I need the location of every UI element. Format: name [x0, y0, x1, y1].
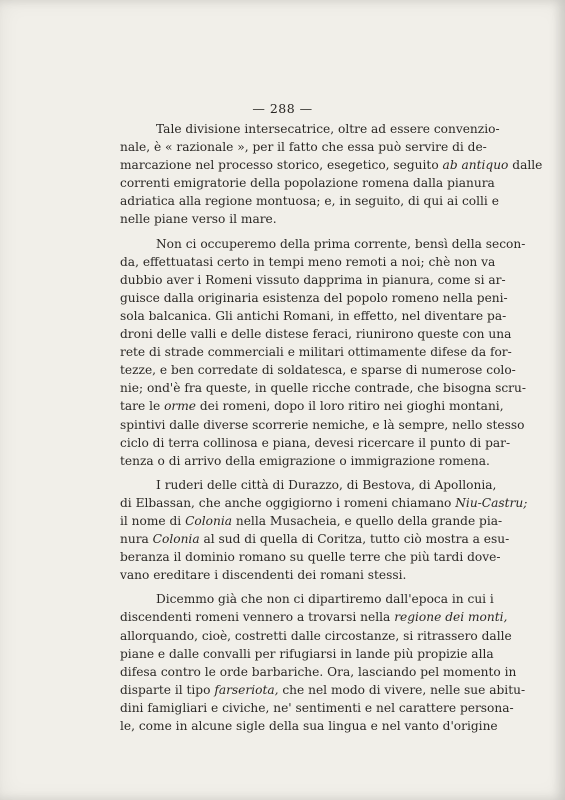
text-line: [120, 548, 501, 566]
text-line: [120, 192, 499, 210]
text-segment: sola balcanica. Gli antichi Romani, in effetto, nel diventare pa-: [120, 308, 507, 323]
text-line: [120, 645, 494, 663]
text-line: [120, 494, 528, 512]
text-line: [120, 717, 498, 735]
text-segment: nura: [120, 532, 153, 547]
text-segment: rete di strade commerciali e militari ottimamente difese da for-: [120, 345, 512, 360]
italic-text: Colonia: [152, 532, 200, 547]
text-line: [120, 120, 500, 138]
text-segment: Tale divisione intersecatrice, oltre ad essere convenzio-: [156, 122, 500, 136]
text-line: [120, 174, 495, 192]
text-segment: nale, è « razionale », per il fatto che essa può servire di de-: [120, 140, 487, 155]
text-line: [120, 608, 508, 626]
paragraph: [120, 235, 526, 470]
text-segment: nie; ond'è fra queste, in quelle ricche contrade, che bisogna scru-: [120, 381, 526, 396]
text-line: [120, 361, 516, 379]
text-line: [120, 156, 543, 174]
text-line: [120, 452, 490, 470]
text-segment: Non ci occuperemo della prima corrente, bensì della secon-: [156, 236, 526, 251]
text-line: [120, 271, 506, 289]
italic-text: regione dei monti,: [394, 610, 508, 625]
text-line: [120, 379, 526, 397]
text-segment: correnti emigratorie della popolazione romena dalla pianura: [120, 176, 495, 191]
text-segment: Dicemmo già che non ci dipartiremo dall'epoca in cui i: [156, 592, 494, 607]
text-segment: guisce dalla originaria esistenza del popolo romeno nella peni-: [120, 290, 508, 305]
text-segment: spintivi dalle diverse scorrerie nemiche, e là sempre, nello stesso: [120, 417, 525, 432]
text-segment: di Elbassan, che anche oggigiorno i romeni chiamano: [120, 495, 456, 510]
text-line: [120, 343, 512, 361]
text-segment: difesa contro le orde barbariche. Ora, lasciando pel momento in: [120, 664, 517, 679]
text-segment: le, come in alcune sigle della sua lingua e nel vanto d'origine: [120, 719, 498, 733]
text-segment: dei romeni, dopo il loro ritiro nei gioghi montani,: [196, 399, 504, 414]
text-segment: tenza o di arrivo della emigrazione o immigrazione romena.: [120, 453, 490, 468]
italic-text: farseriota,: [214, 682, 279, 697]
text-line: [120, 476, 497, 494]
text-segment: adriatica alla regione montuosa; e, in seguito, di qui ai colli e: [120, 194, 499, 209]
text-segment: dalle: [508, 158, 543, 173]
paragraph: [120, 120, 543, 229]
text-line: [120, 416, 525, 434]
italic-text: Colonia: [185, 513, 232, 528]
text-line: [120, 289, 508, 307]
text-line: [120, 235, 526, 253]
text-line: [120, 397, 504, 415]
italic-text: Niu-Castru;: [455, 495, 528, 510]
text-line: [120, 253, 496, 271]
paragraph: [120, 590, 526, 735]
paragraph: [120, 476, 528, 585]
italic-text: ab antiquo: [442, 158, 509, 173]
page-number: — 288 —: [252, 101, 313, 116]
text-segment: beranza il dominio romano su quelle terre che più tardi dove-: [120, 550, 501, 565]
text-segment: nella Musacheia, e quello della grande pia-: [232, 513, 503, 528]
italic-text: orme: [164, 399, 196, 414]
text-segment: da, effettuatasi certo in tempi meno remoti a noi; chè non va: [120, 254, 496, 269]
text-line: [120, 663, 517, 681]
text-segment: I ruderi delle città di Durazzo, di Bestova, di Apollonia,: [156, 477, 497, 492]
text-segment: dubbio aver i Romeni vissuto dapprima in pianura, come si ar-: [120, 272, 506, 287]
text-line: [120, 590, 494, 608]
text-segment: piane e dalle convalli per rifugiarsi in lande più propizie alla: [120, 646, 494, 661]
text-segment: nelle piane verso il mare.: [120, 212, 277, 227]
text-line: [120, 307, 507, 325]
text-segment: vano ereditare i discendenti dei romani stessi.: [120, 568, 407, 583]
text-segment: che nel modo di vivere, nelle sue abitu-: [278, 682, 526, 697]
text-line: [120, 530, 510, 548]
text-line: [120, 138, 487, 156]
text-line: [120, 627, 512, 645]
text-line: [120, 434, 511, 452]
text-line: [120, 566, 460, 584]
text-segment: il nome di: [120, 513, 186, 528]
text-segment: ciclo di terra collinosa e piana, devesi ricercare il punto di par-: [120, 435, 511, 450]
text-line: [120, 512, 503, 530]
text-segment: tare le: [120, 399, 165, 414]
text-segment: tezze, e ben corredate di soldatesca, e sparse di numerose colo-: [120, 363, 516, 378]
text-segment: marcazione nel processo storico, esegetico, seguito: [120, 158, 443, 173]
text-segment: dini famigliari e civiche, ne' sentimenti e nel carattere persona-: [120, 700, 514, 715]
body-text: [120, 120, 543, 735]
text-line: [120, 699, 514, 717]
text-line: [120, 681, 526, 699]
text-segment: discendenti romeni vennero a trovarsi nella: [120, 610, 395, 625]
text-segment: droni delle valli e delle distese feraci, riunirono queste con una: [120, 327, 512, 342]
text-line: [120, 210, 460, 228]
text-line: [120, 325, 512, 343]
text-segment: al sud di quella di Coritza, tutto ciò mostra a esu-: [199, 532, 510, 547]
text-segment: allorquando, cioè, costretti dalle circostanze, si ritrassero dalle: [120, 628, 512, 643]
text-segment: disparte il tipo: [120, 682, 215, 697]
